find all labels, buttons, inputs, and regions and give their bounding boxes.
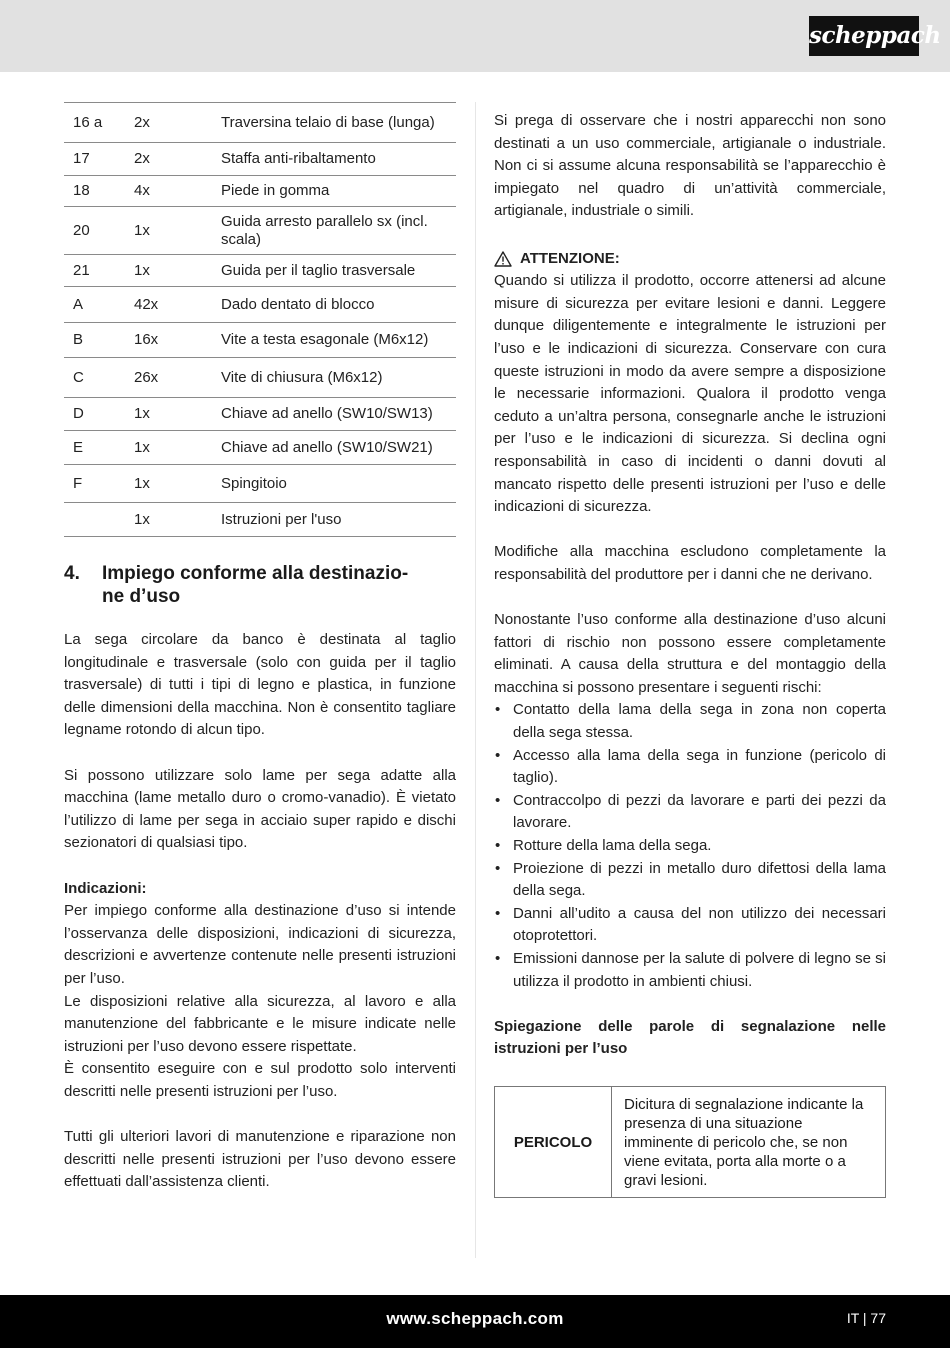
table-row: [64, 255, 456, 287]
part-quantity: 1x: [134, 474, 150, 492]
table-row: [64, 398, 456, 431]
list-item: • Emissioni dannose per la salute di polvere di legno se si utilizza il prodotto in ambienti chiusi.: [494, 948, 886, 993]
part-position: C: [73, 368, 84, 386]
table-row: [64, 358, 456, 398]
website-link[interactable]: www.scheppach.com: [386, 1309, 564, 1328]
part-description: Guida per il taglio trasversale: [221, 261, 416, 279]
section-heading: [64, 562, 456, 608]
indicazioni-heading: Indicazioni:: [64, 879, 147, 897]
paragraph: La sega circolare da banco è destinata al taglio longitudinale e trasversale (solo con guida per il taglio trasversale) di tutti i tipi di legno e plastica, in funzione delle dimensioni della macchina. Non è consentito tagliare legname rotondo di alcun tipo.: [64, 631, 456, 739]
part-description: Vite di chiusura (M6x12): [221, 368, 383, 386]
table-row: [64, 143, 456, 176]
paragraph: Tutti gli ulteriori lavori di manutenzione e riparazione non descritti nelle presenti istruzioni per l’uso devono essere effettuati dall’assistenza clienti.: [64, 1128, 456, 1191]
list-item: • Contatto della lama della sega in zona non coperta della sega stessa.: [494, 699, 886, 744]
signal-words-heading: Spiegazione delle parole di segnalazione nelle istruzioni per l’uso: [494, 1017, 886, 1058]
warning-text: Quando si utilizza il prodotto, occorre attenersi ad alcune misure di sicurezza per evitare lesioni e danni. Leggere dunque diligentemente e integralmente le istruzioni per l’uso e le indicazioni di sicurezza. Conservare con cura queste istruzioni in modo da avere sempre a disposizione le necessarie informazioni. Qualora il prodotto venga ceduto a un’altra persona, consegnarle anche le istruzioni per l’uso e le indicazioni di sicurezza. Si declina ogni responsabilità in caso di incidenti o danni dovuti al mancato rispetto delle presenti istruzioni per l’uso e delle indicazioni di sicurezza.: [494, 272, 886, 516]
part-description: Traversina telaio di base (lunga): [221, 113, 435, 131]
list-item: • Rotture della lama della sega.: [494, 835, 886, 858]
part-quantity: 4x: [134, 182, 150, 199]
page-number: IT | 77: [846, 1310, 886, 1326]
table-row: [64, 287, 456, 323]
risk-list: [494, 699, 886, 993]
part-quantity: 2x: [134, 113, 150, 131]
part-description: Vite a testa esagonale (M6x12): [221, 331, 429, 348]
paragraph: Si possono utilizzare solo lame per sega adatte alla macchina (lame metallo duro o cromo-vanadio). È vietato l’utilizzo di lame per sega in acciaio super rapido e dischi sezionatori di qualsiasi tipo.: [64, 766, 456, 852]
paragraph: Modifiche alla macchina escludono completamente la responsabilità del produttore per i danni che ne derivano.: [494, 543, 886, 583]
scheppach-logo: scheppach: [809, 16, 919, 56]
column-divider: [475, 102, 476, 1258]
part-position: F: [73, 474, 83, 492]
table-row: [64, 465, 456, 503]
signal-word-table: [494, 1086, 886, 1198]
list-item: • Accesso alla lama della sega in funzione (pericolo di taglio).: [494, 745, 886, 790]
signal-word: PERICOLO: [495, 1087, 612, 1198]
parts-table: [64, 102, 456, 537]
list-item: • Danni all’udito a causa del non utilizzo dei necessari otoprotettori.: [494, 903, 886, 948]
paragraph: Si prega di osservare che i nostri apparecchi non sono destinati a un uso commerciale, artigianale o industriale. Non ci si assume alcuna responsabilità se l’apparecchio è impiegato nel quadro di un’attività commerciale, artigianale, industriale o simili.: [494, 112, 886, 220]
part-description: Piede in gomma: [221, 182, 330, 199]
part-description: Spingitoio: [221, 474, 287, 492]
table-row: [64, 176, 456, 207]
part-quantity: 42x: [134, 295, 159, 313]
paragraph: Per impiego conforme alla destinazione d’uso si intende l’osservanza delle disposizioni, indicazioni di sicurezza, descrizioni e avvertenze contenute nelle presenti istruzioni per l’uso.: [64, 902, 456, 987]
part-position: A: [73, 295, 84, 313]
part-position: 20: [73, 221, 90, 239]
part-quantity: 1x: [134, 405, 150, 422]
table-row: [64, 503, 456, 537]
warning-heading: [494, 248, 886, 271]
warning-label: ATTENZIONE:: [520, 249, 620, 267]
part-description: Dado dentato di blocco: [221, 295, 375, 313]
part-quantity: 2x: [134, 150, 150, 167]
warning-triangle-icon: [494, 251, 512, 267]
list-item: • Proiezione di pezzi in metallo duro difettosi della lama della sega.: [494, 858, 886, 903]
footer-bar: [0, 1295, 950, 1348]
part-quantity: 1x: [134, 510, 150, 528]
part-position: B: [73, 331, 84, 348]
paragraph: È consentito eseguire con e sul prodotto solo interventi descritti nelle presenti istruzioni per l’uso.: [64, 1060, 456, 1100]
part-description: Guida arresto parallelo sx (incl. scala): [221, 212, 428, 248]
part-description: Staffa anti-ribaltamento: [221, 150, 376, 167]
right-column-text: [494, 110, 886, 1061]
list-item: • Contraccolpo di pezzi da lavorare e parti dei pezzi da lavorare.: [494, 790, 886, 835]
part-position: 17: [73, 150, 90, 167]
part-position: 18: [73, 182, 90, 199]
table-row: [64, 207, 456, 255]
table-row: [64, 431, 456, 465]
part-quantity: 1x: [134, 261, 150, 279]
table-row: [64, 323, 456, 358]
section-title: Impiego conforme alla destinazio- ne d’uso: [102, 563, 409, 607]
part-description: Chiave ad anello (SW10/SW21): [221, 438, 433, 456]
left-column-text: [64, 629, 456, 1194]
part-description: Istruzioni per l'uso: [221, 510, 342, 528]
paragraph: Nonostante l’uso conforme alla destinazione d’uso alcuni fattori di rischio non possono essere completamente eliminati. A causa della struttura e del montaggio della macchina si possono presentare i seguenti rischi:: [494, 611, 886, 696]
part-quantity: 16x: [134, 331, 159, 348]
part-quantity: 1x: [134, 438, 150, 456]
paragraph: Le disposizioni relative alla sicurezza, al lavoro e alla manutenzione del fabbricante e le misure indicate nelle istruzioni per l’uso devono essere rispettate.: [64, 992, 456, 1055]
part-position: D: [73, 405, 84, 422]
table-row: [64, 103, 456, 143]
part-position: 16 a: [73, 113, 103, 131]
section-number: 4.: [64, 563, 80, 584]
signal-word-description: Dicitura di segnalazione indicante la presenza di una situazione imminente di pericolo che, se non viene evitata, porta alla morte o a gravi lesioni.: [612, 1087, 886, 1198]
part-position: 21: [73, 261, 90, 279]
part-quantity: 1x: [134, 221, 150, 239]
header-bar: [0, 0, 950, 72]
part-description: Chiave ad anello (SW10/SW13): [221, 405, 433, 422]
part-quantity: 26x: [134, 368, 159, 386]
part-position: [64, 503, 125, 537]
part-position: E: [73, 438, 84, 456]
